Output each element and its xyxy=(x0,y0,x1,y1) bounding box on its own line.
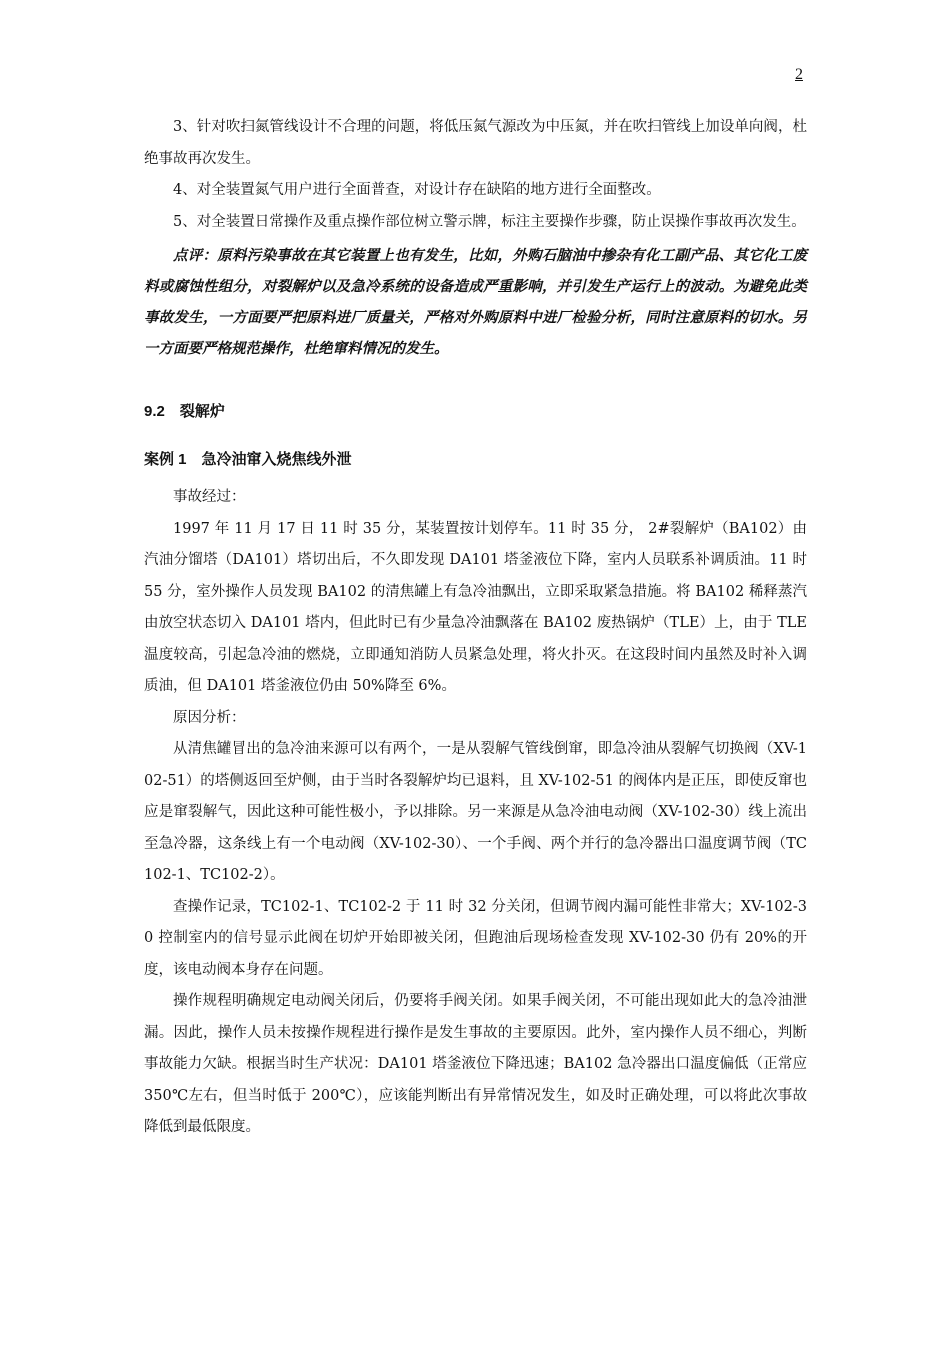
page-content xyxy=(144,112,807,1144)
section-heading: 9.2 裂解炉 xyxy=(144,403,225,420)
measure-item-5: 5、对全装置日常操作及重点操作部位树立警示牌，标注主要操作步骤，防止误操作事故再次发生。 xyxy=(173,213,806,230)
comment-paragraph: 点评：原料污染事故在其它装置上也有发生，比如，外购石脑油中掺杂有化工副产品、其它化工废料或腐蚀性组分，对裂解炉以及急冷系统的设备造成严重影响，并引发生产运行上的波动。为避免此类事故发生，一方面要严把原料进厂质量关，严格对外购原料中进厂检验分析，同时注意原料的切水。另一方面要严格规范操作，杜绝窜料情况的发生。 xyxy=(144,247,807,357)
cause-paragraph-1: 从清焦罐冒出的急冷油来源可以有两个，一是从裂解气管线倒窜，即急冷油从裂解气切换阀（XV-102-51）的塔侧返回至炉侧，由于当时各裂解炉均已退料，且 XV-102-51 的阀体内是正压，即使反窜也应是窜裂解气，因此这种可能性极小，予以排除。另一来源是从急冷油电动阀（XV-102-30）线上流出至急冷器，这条线上有一个电动阀（XV-102-30）、一个手阀、两个并行的急冷器出口温度调节阀（TC102-1、TC102-2）。 xyxy=(144,741,807,883)
process-label: 事故经过： xyxy=(173,489,246,505)
cause-label: 原因分析： xyxy=(173,709,246,726)
measure-item-4: 4、对全装置氮气用户进行全面普查，对设计存在缺陷的地方进行全面整改。 xyxy=(173,182,661,198)
cause-paragraph-3: 操作规程明确规定电动阀关闭后，仍要将手阀关闭。如果手阀关闭，不可能出现如此大的急冷油泄漏。因此，操作人员未按操作规程进行操作是发生事故的主要原因。此外，室内操作人员不细心，判断事故能力欠缺。根据当时生产状况：DA101 塔釜液位下降迅速；BA102 急冷器出口温度偏低（正常应 350℃左右，但当时低于 200℃），应该能判断出有异常情况发生，如及时正确处理，可以将此次事故降低到最低限度。 xyxy=(144,993,807,1135)
cause-paragraph-2: 查操作记录，TC102-1、TC102-2 于 11 时 32 分关闭，但调节阀内漏可能性非常大；XV-102-30 控制室内的信号显示此阀在切炉开始即被关闭，但跑油后现场检查发现 XV-102-30 仍有 20%的开度，该电动阀本身存在问题。 xyxy=(144,898,807,978)
page-number: 2 xyxy=(795,66,803,83)
process-paragraph: 1997 年 11 月 17 日 11 时 35 分，某装置按计划停车。11 时 35 分， 2#裂解炉（BA102）由汽油分馏塔（DA101）塔切出后，不久即发现 DA101 塔釜液位下降，室内人员联系补调质油。11 时 55 分，室外操作人员发现 BA102 的清焦罐上有急冷油飘出，立即采取紧急措施。将 BA102 稀释蒸汽由放空状态切入 DA101 塔内，但此时已有少量急冷油飘落在 BA102 废热锅炉（TLE）上，由于 TLE 温度较高，引起急冷油的燃烧，立即通知消防人员紧急处理，将火扑灭。在这段时间内虽然及时补入调质油，但 DA101 塔釜液位仍由 50%降至 6%。 xyxy=(144,520,807,694)
case-heading: 案例 1 急冷油窜入烧焦线外泄 xyxy=(144,451,352,468)
measure-item-3: 3、针对吹扫氮管线设计不合理的问题，将低压氮气源改为中压氮，并在吹扫管线上加设单向阀，杜绝事故再次发生。 xyxy=(144,119,807,167)
